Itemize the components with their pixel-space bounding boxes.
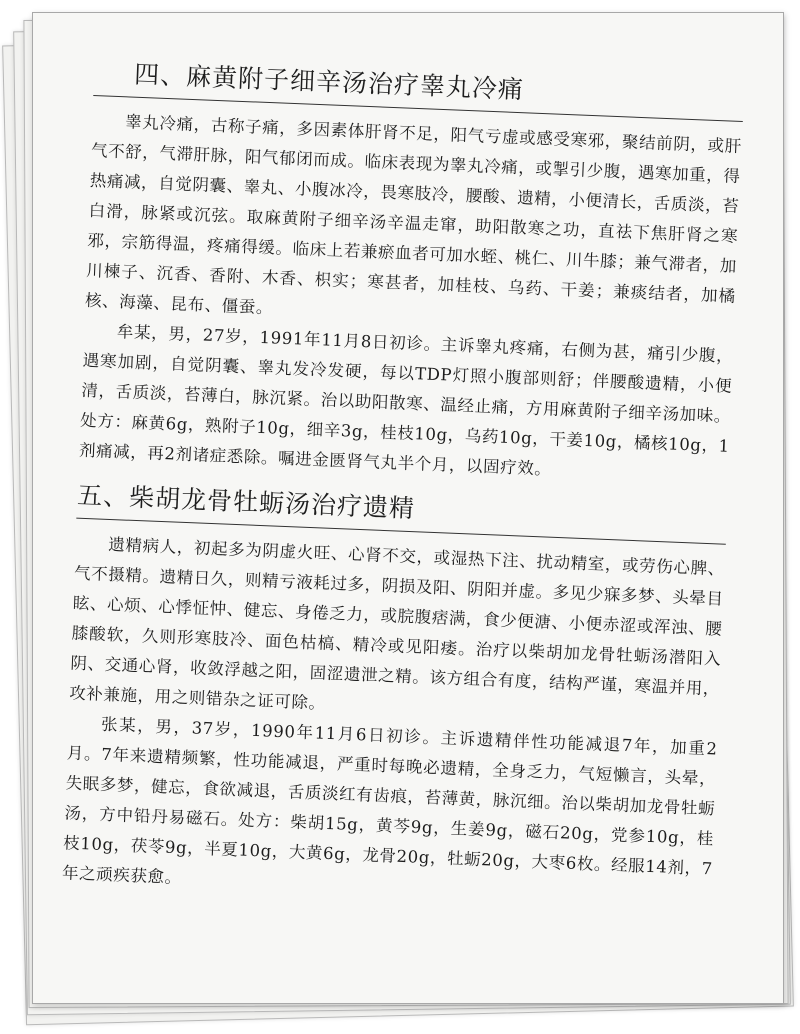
section-title: 五、柴胡龙骨牡蛎汤治疗遗精 — [76, 480, 416, 524]
section-bupleurum — [61, 476, 727, 915]
book-page — [32, 12, 784, 1004]
paragraph: 牟某，男，27岁，1991年11月8日初诊。主诉睾丸疼痛，右侧为甚，痛引少腹，遇寒加剧，自觉阴囊、睾丸发冷发硬，每以TDP灯照小腹部则舒；伴腰酸遗精，小便清，舌质淡，苔薄白，脉沉紧。治以助阳散寒、温经止痛，方用麻黄附子细辛汤加味。处方：麻黄6g，熟附子10g，细辛3g，桂枝10g，乌药10g，干姜10g，橘核10g，1剂痛减，再2剂诸症悉除。嘱进金匮肾气丸半个月，以固疗效。 — [78, 322, 734, 479]
paragraph: 张某，男，37岁，1990年11月6日初诊。主诉遗精伴性功能减退7年，加重2月。7年来遗精频繁，性功能减退，严重时每晚必遗精，全身乏力，气短懒言，头晕，失眠多梦，健忘，食欲减退，舌质淡红有齿痕，苔薄黄，脉沉细。治以柴胡加龙骨牡蛎汤，方中铅丹易磁石。处方：柴胡15g，黄芩9g，生姜9g，磁石20g，党参10g，桂枝10g，茯苓9g，半夏10g，大黄6g，龙骨20g，牡蛎20g，大枣6枚。经服14剂，7年之顽疾获愈。 — [61, 714, 718, 888]
paragraph: 遗精病人，初起多为阴虚火旺、心肾不交，或湿热下注、扰动精室，或劳伤心脾、气不摄精。遗精日久，则精亏液耗过多，阴损及阳、阴阳并虚。多见少寐多梦、头晕目眩、心烦、心悸怔忡、健忘、身倦乏力，或脘腹痞满，食少便溏、小便赤涩或浑浊、腰膝酸软，久则形寒肢冷、面色枯槁、精冷或见阳痿。治疗以柴胡加龙骨牡蛎汤潜阳入阴、交通心肾，收敛浮越之阳，固涩遗泄之精。该方组合有度，结构严谨，寒温并用，攻补兼施，用之则错杂之证可除。 — [68, 534, 726, 713]
paragraph: 睾丸冷痛，古称子痛，多因素体肝肾不足，阳气亏虚或感受寒邪，聚结前阴，或肝气不舒，气滞肝脉，阳气郁闭而成。临床表现为睾丸冷痛，或掣引少腹，遇寒加重，得热痛减，自觉阴囊、睾丸、小腹冰冷，畏寒肢冷，腰酸、遗精，小便清长，舌质淡，苔白滑，脉紧或沉弦。取麻黄附子细辛汤辛温走窜，助阳散寒之功，直祛下焦肝肾之寒邪，宗筋得温，疼痛得缓。临床上若兼瘀血者可加水蛭、桃仁、川牛膝；兼气滞者，加川楝子、沉香、香附、木香、枳实；寒甚者，加桂枝、乌药、干姜；兼痰结者，加橘核、海藻、昆布、僵蚕。 — [84, 112, 743, 318]
section-title: 四、麻黄附子细辛汤治疗睾丸冷痛 — [133, 59, 525, 105]
page-content — [61, 53, 744, 914]
section-ephedra — [78, 53, 744, 492]
